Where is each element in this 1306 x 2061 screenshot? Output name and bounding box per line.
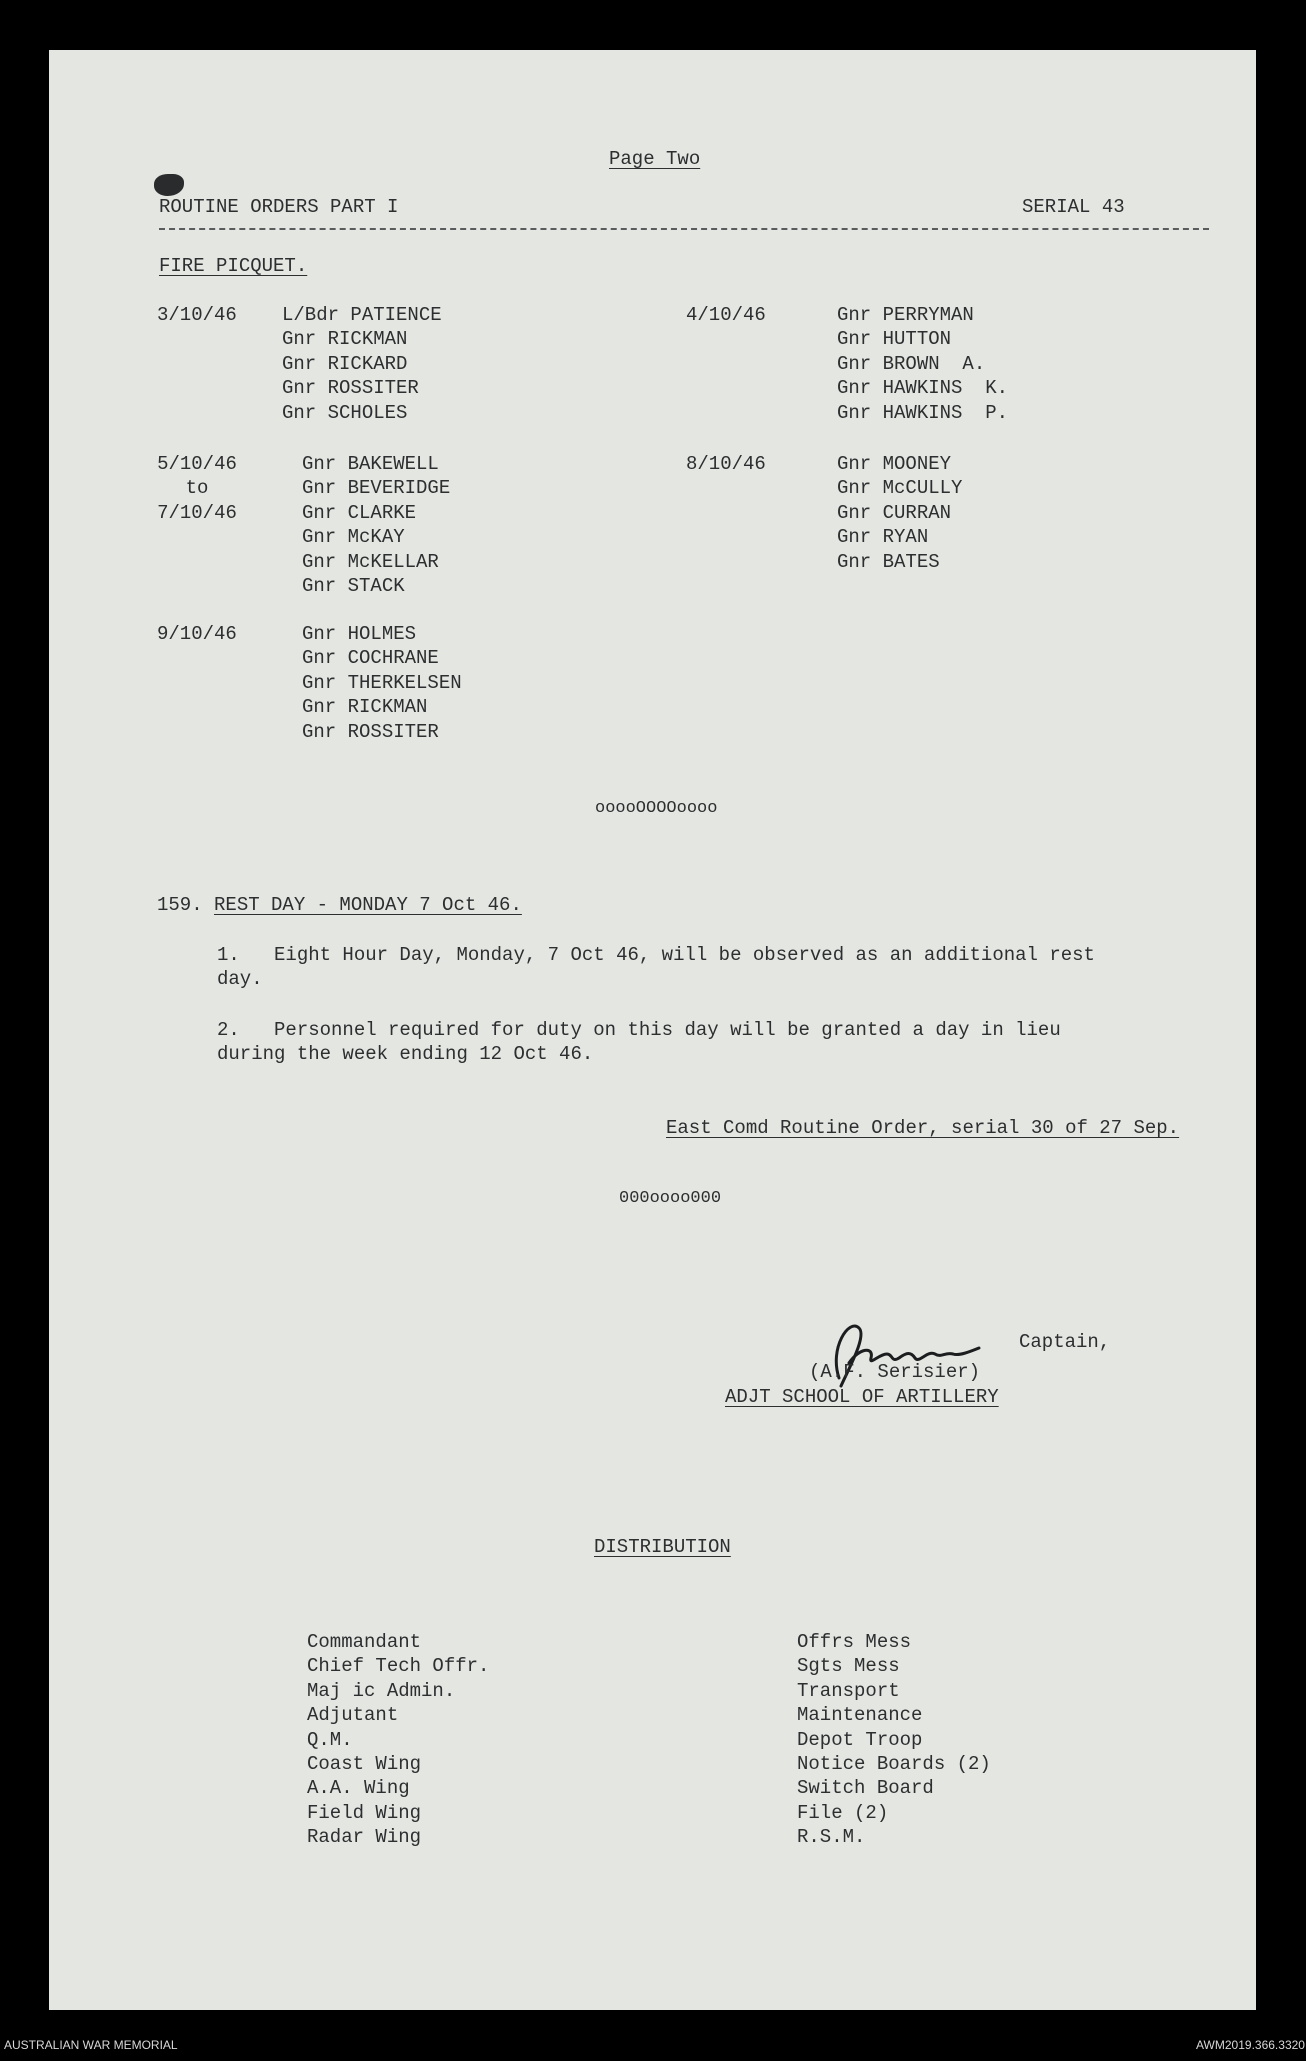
item-159-para1-line1: 1. Eight Hour Day, Monday, 7 Oct 46, will be observed as an additional rest xyxy=(217,944,1095,966)
separator-2: 000oooo000 xyxy=(619,1189,722,1208)
distribution-item: Coast Wing xyxy=(307,1753,422,1776)
picquet-names xyxy=(837,303,1008,425)
picquet-name: Gnr RICKARD xyxy=(282,352,408,375)
header-rule xyxy=(159,228,1209,230)
picquet-name: Gnr STACK xyxy=(302,575,405,598)
distribution-item: Offrs Mess xyxy=(797,1631,912,1653)
picquet-name: Gnr BEVERIDGE xyxy=(302,477,451,500)
footer-left: AUSTRALIAN WAR MEMORIAL xyxy=(4,2038,178,2052)
item-159-reference: East Comd Routine Order, serial 30 of 27 Sep. xyxy=(666,1117,1180,1139)
picquet-name: Gnr HAWKINS K. xyxy=(837,377,1009,400)
picquet-names xyxy=(837,452,962,574)
distribution-item: File (2) xyxy=(797,1801,889,1824)
picquet-name: Gnr MOONEY xyxy=(837,453,952,475)
picquet-name: Gnr McCULLY xyxy=(837,477,963,500)
picquet-date: 8/10/46 xyxy=(686,453,766,475)
distribution-item: Adjutant xyxy=(307,1704,399,1727)
picquet-name: Gnr BAKEWELL xyxy=(302,453,439,475)
picquet-name: Gnr BATES xyxy=(837,550,940,573)
picquet-date: 9/10/46 xyxy=(157,623,237,645)
picquet-date: 5/10/46 to 7/10/46 xyxy=(157,453,237,524)
distribution-item: Radar Wing xyxy=(307,1826,422,1849)
item-159-para1-line2: day. xyxy=(217,968,263,990)
signature-appointment: ADJT SCHOOL OF ARTILLERY xyxy=(725,1386,999,1408)
picquet-name: Gnr RYAN xyxy=(837,526,929,549)
picquet-names xyxy=(302,452,450,598)
picquet-names xyxy=(302,622,462,744)
item-159-para2-line1: 2. Personnel required for duty on this day will be granted a day in lieu xyxy=(217,1019,1061,1041)
picquet-name: Gnr HAWKINS P. xyxy=(837,401,1009,424)
picquet-name: Gnr SCHOLES xyxy=(282,401,408,424)
fire-picquet-heading: FIRE PICQUET. xyxy=(159,255,308,277)
picquet-name: Gnr McKAY xyxy=(302,526,405,549)
signature-rank: Captain, xyxy=(1019,1331,1111,1353)
picquet-name: Gnr RICKMAN xyxy=(282,328,408,351)
distribution-item: R.S.M. xyxy=(797,1826,866,1849)
distribution-item: Transport xyxy=(797,1679,900,1702)
picquet-name: Gnr ROSSITER xyxy=(302,720,439,743)
picquet-names xyxy=(282,303,442,425)
picquet-name: L/Bdr PATIENCE xyxy=(282,304,442,326)
header-right: SERIAL 43 xyxy=(1022,196,1125,218)
footer-right: AWM2019.366.3320 xyxy=(1196,2038,1305,2052)
item-159-heading: 159. REST DAY - MONDAY 7 Oct 46. xyxy=(157,894,522,916)
picquet-name: Gnr COCHRANE xyxy=(302,647,439,670)
page-label: Page Two xyxy=(609,148,701,170)
picquet-name: Gnr RICKMAN xyxy=(302,696,428,719)
distribution-left-list xyxy=(307,1630,489,1850)
picquet-date: 4/10/46 xyxy=(686,304,766,326)
distribution-item: Commandant xyxy=(307,1631,422,1653)
distribution-item: A.A. Wing xyxy=(307,1777,410,1800)
picquet-name: Gnr PERRYMAN xyxy=(837,304,974,326)
distribution-item: Sgts Mess xyxy=(797,1655,900,1678)
picquet-name: Gnr CURRAN xyxy=(837,501,952,524)
item-159-para2-line2: during the week ending 12 Oct 46. xyxy=(217,1043,594,1065)
distribution-item: Depot Troop xyxy=(797,1728,923,1751)
distribution-heading: DISTRIBUTION xyxy=(594,1536,731,1558)
distribution-item: Maj ic Admin. xyxy=(307,1679,456,1702)
picquet-name: Gnr ROSSITER xyxy=(282,377,419,400)
distribution-item: Maintenance xyxy=(797,1704,923,1727)
picquet-name: Gnr CLARKE xyxy=(302,501,417,524)
picquet-name: Gnr HOLMES xyxy=(302,623,417,645)
distribution-right-list xyxy=(797,1630,991,1850)
separator-1: ooooOOOOoooo xyxy=(595,799,718,818)
document-page xyxy=(49,50,1256,2010)
distribution-item: Field Wing xyxy=(307,1801,422,1824)
ink-smudge xyxy=(154,174,184,196)
distribution-item: Notice Boards (2) xyxy=(797,1753,991,1776)
picquet-name: Gnr HUTTON xyxy=(837,328,952,351)
distribution-item: Switch Board xyxy=(797,1777,934,1800)
picquet-name: Gnr THERKELSEN xyxy=(302,671,462,694)
header-left: ROUTINE ORDERS PART I xyxy=(159,196,399,218)
picquet-name: Gnr BROWN A. xyxy=(837,352,986,375)
distribution-item: Q.M. xyxy=(307,1728,353,1751)
picquet-date: 3/10/46 xyxy=(157,304,237,326)
picquet-name: Gnr McKELLAR xyxy=(302,550,439,573)
distribution-item: Chief Tech Offr. xyxy=(307,1655,490,1678)
signature-name: (A.F. Serisier) xyxy=(809,1361,981,1383)
